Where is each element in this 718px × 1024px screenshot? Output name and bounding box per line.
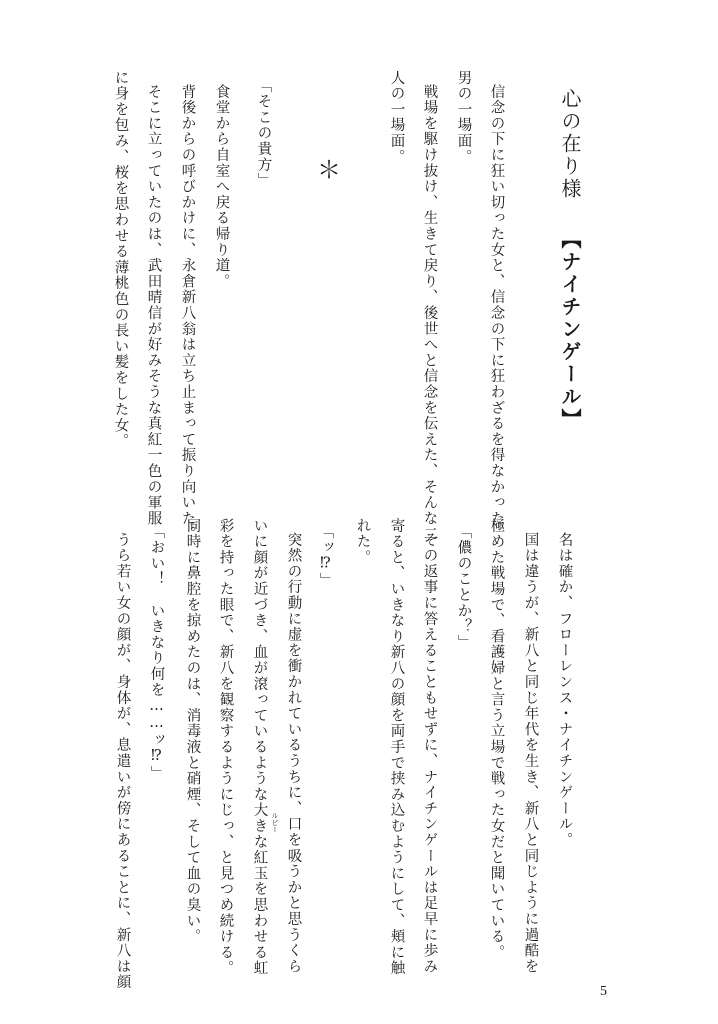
text-line: 背後からの呼びかけに、永倉新八翁は立ち止まって振り向いた。 [179, 84, 196, 543]
story-title [560, 88, 580, 431]
text-line: うら若い女の顔が、身体が、息遣いが傍にあることに、新八は顔 [114, 532, 131, 991]
text-line: 同時に鼻腔を掠めたのは、消毒液と硝煙、そして血の臭い。 [184, 518, 201, 945]
text-line: そこに立っていたのは、武田晴信が好みそうな真紅一色の軍服 [145, 84, 162, 527]
text-line: れた。 [354, 518, 371, 566]
text-line: 食堂から自室へ戻る帰り道。 [213, 84, 230, 290]
text-line: 彩を持った眼で、新八を観察するようにじっ、と見つめ続ける。 [217, 518, 234, 977]
ruby-annotation: ルビー [271, 812, 279, 833]
text-line: 国は違うが、新八と同じ年代を生き、新八と同じように過酷を [522, 532, 539, 975]
text-line: 「ッ⁉」 [317, 524, 334, 589]
text-line: 男の一場面。 [455, 70, 472, 165]
text-line: 寄ると、いきなり新八の顔を両手で挟み込むようにして、頬に触 [388, 518, 405, 977]
text-line: 信念の下に狂い切った女と、信念の下に狂わざるを得なかった [488, 84, 505, 527]
section-separator: ＊ [317, 156, 341, 184]
text-line: 「儂のことか？」 [455, 524, 472, 651]
text-line: 極めた戦場で、看護婦と言う立場で戦った女だと聞いている。 [488, 518, 505, 961]
page-number: 5 [600, 984, 607, 999]
text-line: に身を包み、桜を思わせる薄桃色の長い髪をした女。 [112, 70, 129, 450]
text-line: 「おい！ いきなり何を……ッ⁉」 [148, 524, 165, 782]
text-line: 名は確か、フローレンス・ナイチンゲール。 [556, 532, 573, 848]
text-line: 突然の行動に虚を衝かれているうちに、口を吸うかと思うくら [285, 532, 302, 975]
text-line: その返事に答えることもせずに、ナイチンゲールは足早に歩み [421, 532, 438, 975]
title-subtitle: 【ナイチンゲール】 [558, 228, 582, 431]
text-line: 「そこの貴方」 [255, 78, 272, 189]
title-main: 心の在り様 [558, 88, 582, 201]
text-line: いに顔が近づき、血が滾っているような大きな紅玉を思わせる虹 [251, 518, 268, 977]
text-line: 戦場を駆け抜け、生きて戻り、後世へと信念を伝えた、そんな二 [421, 84, 438, 543]
text-line: 人の一場面。 [388, 70, 405, 165]
